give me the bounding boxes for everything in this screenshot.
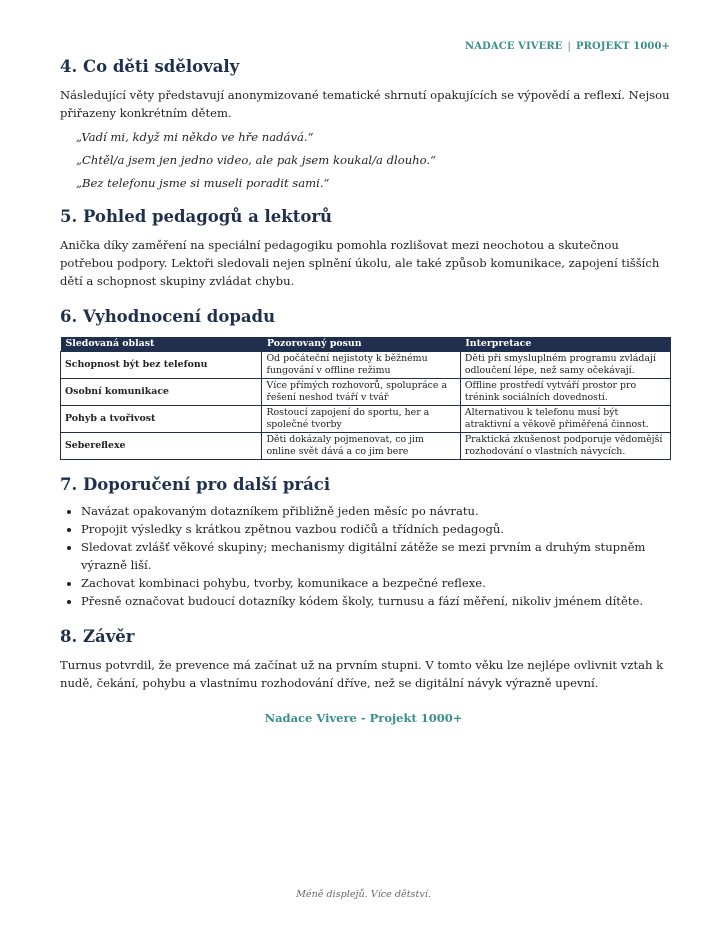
table-cell-area: Pohyb a tvořivost [61,406,262,433]
column-header: Interpretace [460,337,670,352]
table-cell-change: Rostoucí zapojení do sportu, her a společné tvorby [262,406,460,433]
table-row [61,433,671,460]
table-header-row [61,337,671,352]
table-cell-area: Osobní komunikace [61,379,262,406]
list-item: • Sledovat zvlášť věkové skupiny; mechanismy digitální zátěže se mezi prvním a druhým stupněm výrazně liší. [81,538,671,574]
header-project: PROJEKT 1000+ [575,41,670,52]
section-title: 4. Co děti sdělovaly [60,57,240,76]
list-item: • Zachovat kombinaci pohybu, tvorby, komunikace a bezpečné reflexe. [81,574,671,592]
page-header [465,41,670,52]
section-intro: Následující věty představují anonymizované tematické shrnutí opakujících se výpovědí a reflexí. Nejsou přiřazeny konkrétním dětem. [60,88,670,120]
quote: „Bez telefonu jsme si museli poradit sami.“ [76,176,330,190]
column-header: Pozorovaný posun [262,337,460,352]
table-row [61,352,671,379]
section-text: Anička díky zaměření na speciální pedagogiku pomohla rozlišovat mezi neochotou a skutečnou potřebou podpory. Lektoři sledovali nejen splnění úkolu, ale také způsob komunikace, zapojení tišších dětí a schopnost skupiny zvládat chybu. [60,238,660,288]
list-item: • Propojit výsledky s krátkou zpětnou vazbou rodičů a třídních pedagogů. [81,520,671,538]
column-header: Sledovaná oblast [61,337,262,352]
recommendations-list [60,502,671,610]
section-impact [60,306,671,460]
footer-brand: Nadace Vivere - Projekt 1000+ [264,711,463,725]
table-cell-area: Schopnost být bez telefonu [61,352,262,379]
section-children-said [60,56,671,192]
footer-tagline: Méně displejů. Více dětství. [296,889,431,900]
impact-table [60,337,671,460]
list-item: • Přesně označovat budoucí dotazníky kódem školy, turnusu a fází měření, nikoliv jménem dítěte. [81,592,671,610]
section-title: 5. Pohled pedagogů a lektorů [60,207,333,226]
table-cell-interpretation: Alternativou k telefonu musí být atraktivní a věkově přiměřená činnost. [460,406,670,433]
section-recommendations [60,474,671,610]
header-separator: | [567,41,571,52]
table-cell-change: Od počáteční nejistoty k běžnému fungování v offline režimu [262,352,460,379]
table-cell-interpretation: Děti při smysluplném programu zvládají odloučení lépe, než samy očekávají. [460,352,670,379]
table-cell-interpretation: Praktická zkušenost podporuje vědomější rozhodování o vlastních návycích. [460,433,670,460]
header-foundation: NADACE VIVERE [465,41,563,52]
table-cell-change: Děti dokázaly pojmenovat, co jim online svět dává a co jim bere [262,433,460,460]
section-teachers-view [60,206,671,290]
section-title: 8. Závěr [60,627,135,646]
table-cell-change: Více přímých rozhovorů, spolupráce a řešení neshod tváří v tvář [262,379,460,406]
list-item: • Navázat opakovaným dotazníkem přibližně jeden měsíc po návratu. [81,502,671,520]
table-cell-area: Sebereflexe [61,433,262,460]
table-row [61,379,671,406]
table-row [61,406,671,433]
section-conclusion [60,626,671,692]
quote: „Chtěl/a jsem jen jedno video, ale pak jsem koukal/a dlouho.“ [76,153,437,167]
document-content [60,56,671,703]
table-cell-interpretation: Offline prostředí vytváří prostor pro trénink sociálních dovedností. [460,379,670,406]
section-title: 7. Doporučení pro další práci [60,475,331,494]
section-title: 6. Vyhodnocení dopadu [60,307,276,326]
quote: „Vadí mi, když mi někdo ve hře nadává.“ [76,130,314,144]
section-text: Turnus potvrdil, že prevence má začínat už na prvním stupni. V tomto věku lze nejlépe ovlivnit vztah k nudě, čekání, pohybu a vlastnímu rozhodování dříve, než se digitální návyk výrazně upevní. [60,658,664,690]
